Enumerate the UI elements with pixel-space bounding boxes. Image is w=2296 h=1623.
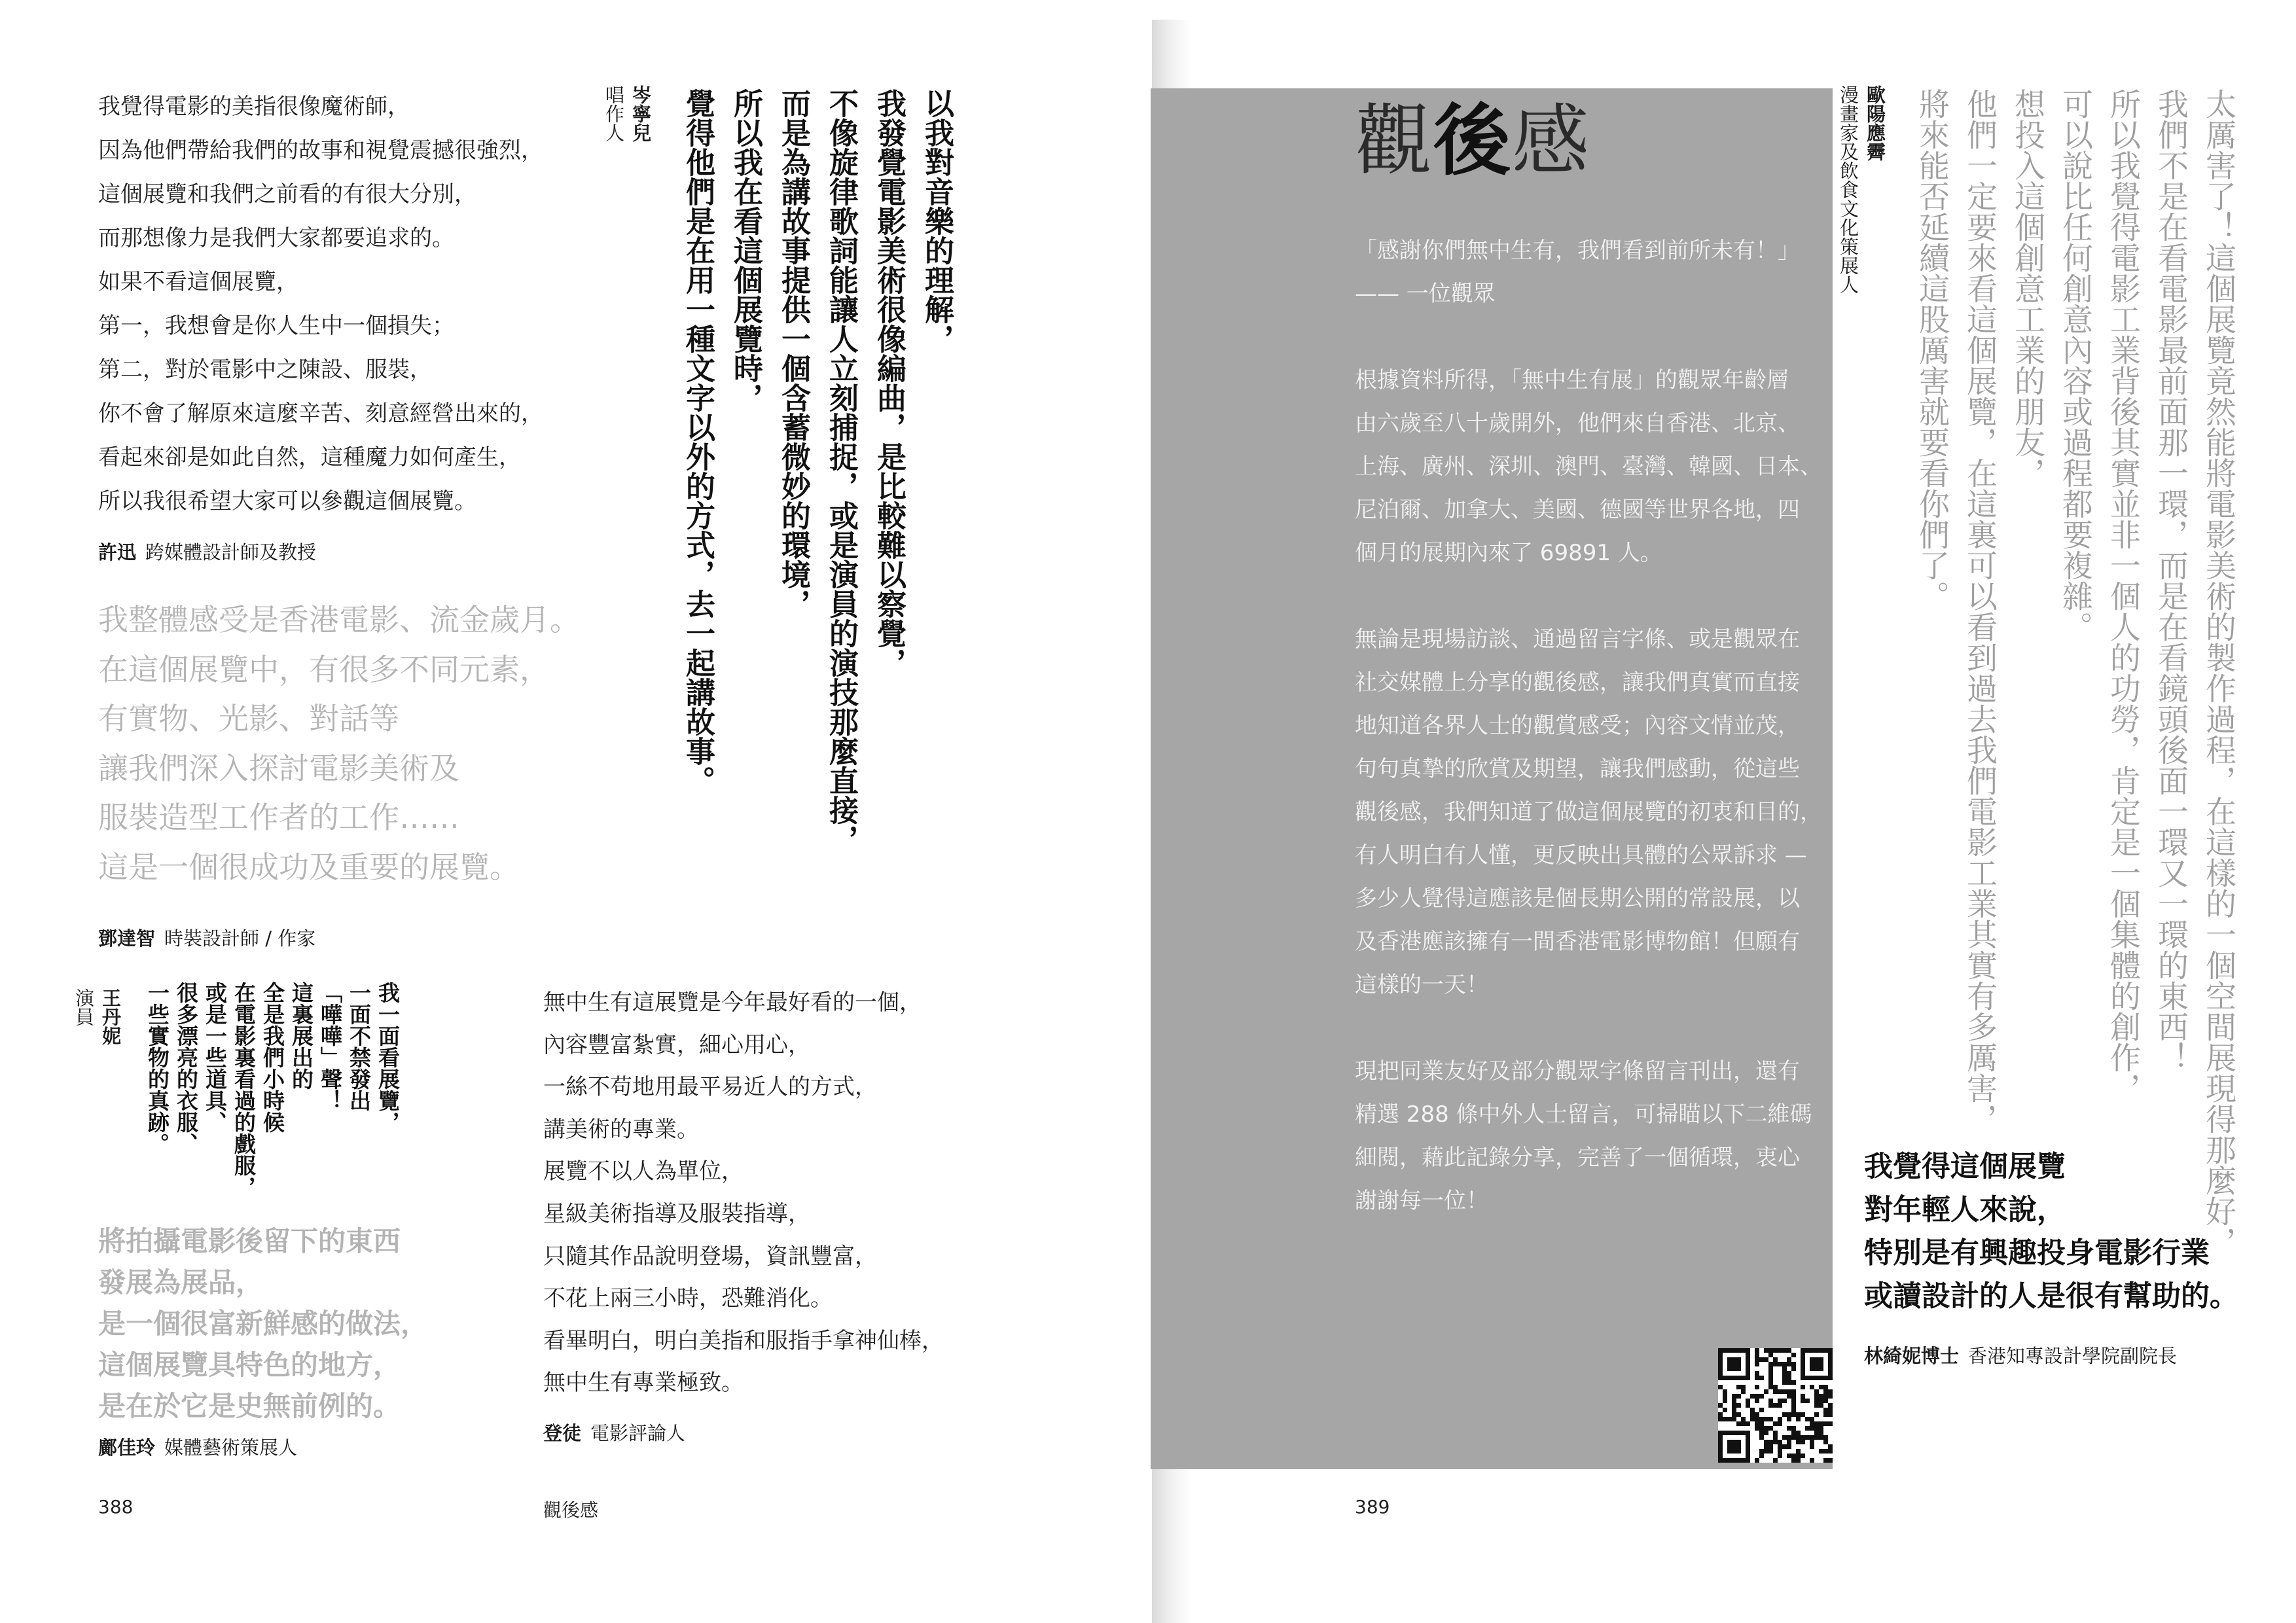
- quote-line: 看畢明白，明白美指和服指手拿神仙棒，: [543, 1327, 944, 1354]
- page-number-right: 389: [1355, 1496, 1390, 1518]
- paragraph-line: 個月的展期內來了 69891 人。: [1355, 540, 1662, 566]
- running-title: 觀後感: [543, 1499, 599, 1521]
- quote-line: 服裝造型工作者的工作……: [98, 800, 459, 835]
- quote-line: 是在於它是史無前例的。: [98, 1390, 401, 1422]
- quote-line: 展覽不以人為單位，: [543, 1158, 744, 1185]
- quote-line: 發展為展品，: [98, 1266, 264, 1298]
- paragraph-line: 社交媒體上分享的觀後感，讓我們真實而直接: [1355, 669, 1800, 696]
- attribution-deng: [98, 924, 315, 951]
- quote-line: 想投入這個創意工業的朋友，: [2009, 88, 2045, 488]
- quote-dengtu: [543, 982, 944, 1404]
- quote-cen: [674, 88, 961, 880]
- paragraph-line: 句句真摯的欣賞及期望，讓我們感動，從這些: [1355, 756, 1800, 782]
- quote-line: 太厲害了！這個展覽竟然能將電影美術的製作過程，在這樣的一個空間展現得那麼好，: [2200, 88, 2236, 1257]
- quote-line: 讓我們深入探討電影美術及: [98, 750, 459, 786]
- title-char-bold: 後: [1433, 96, 1513, 186]
- title-char: 感: [1512, 96, 1591, 186]
- paragraph-line: 謝謝每一位！: [1355, 1188, 1488, 1214]
- quote-line: 所以我在看這個展覽時，: [728, 88, 763, 412]
- attribution-name: 登徒: [543, 1422, 582, 1444]
- paragraph-line: 無論是現場訪談、通過留言字條、或是觀眾在: [1355, 626, 1800, 652]
- quote-line: 不像旋律歌詞能讓人立刻捕捉，或是演員的演技那麼直接，: [824, 88, 859, 854]
- title-char: 觀: [1355, 96, 1434, 186]
- attribution-name: 許迅: [98, 541, 137, 563]
- quote-line: 有實物、光影、對話等: [98, 701, 399, 736]
- paragraph-line: 有人明白有人懂，更反映出具體的公眾訴求 —: [1355, 842, 1807, 868]
- attribution-lam: [1864, 1342, 2177, 1368]
- attribution-wang: [73, 988, 124, 1054]
- quote-line: 他們一定要來看這個展覽，在這裏可以看到過去我們電影工業其實有多厲害，: [1962, 88, 1998, 1134]
- quote-line: 如果不看這個展覽，: [98, 269, 298, 295]
- attribution-name: 鄧達智: [98, 927, 156, 950]
- paragraph-line: 上海、廣州、深圳、澳門、臺灣、韓國、日本、: [1355, 454, 1822, 480]
- attribution-name: 王丹妮: [99, 988, 122, 1045]
- paragraph-line: 尼泊爾、加拿大、美國、德國等世界各地，四: [1355, 497, 1800, 523]
- quote-line: 或是一些道具、: [202, 982, 228, 1133]
- paragraph-line: 這樣的一天！: [1355, 972, 1488, 998]
- attribution-name: 林綺妮博士: [1864, 1345, 1960, 1367]
- paragraph-line: 由六歲至八十歲開外，他們來自香港、北京、: [1355, 410, 1800, 437]
- quote-line: 看起來卻是如此自然，這種魔力如何產生，: [98, 444, 521, 471]
- quote-line: 一絲不苟地用最平易近人的方式，: [543, 1074, 877, 1101]
- quote-line: 而是為講故事提供一個含蓄微妙的環境，: [776, 88, 811, 618]
- quote-lam: [1864, 1145, 2238, 1318]
- attribution-name: 岑寧兒: [630, 85, 652, 142]
- quote-line: 不花上兩三小時，恐難消化。: [543, 1285, 833, 1312]
- quote-line: 我整體感受是香港電影、流金歲月。: [98, 602, 580, 637]
- qr-code[interactable]: [1718, 1348, 1833, 1463]
- attribution-zheng: [98, 1433, 297, 1460]
- quote-line: 特別是有興趣投身電影行業: [1864, 1236, 2210, 1270]
- quote-line: 覺得他們是在用一種文字以外的方式，去一起講故事。: [681, 88, 715, 795]
- quote-wang: [143, 982, 402, 1198]
- quote-line: 對年輕人來說，: [1864, 1193, 2066, 1226]
- attribution-xu: [98, 538, 316, 565]
- paragraph-line: 現把同業友好及部分觀眾字條留言刊出，還有: [1355, 1058, 1800, 1084]
- quote-line: 在電影裏看過的戲服，: [231, 982, 257, 1198]
- attribution-role: 演員: [73, 988, 95, 1026]
- quote-line: 我覺得這個展覽: [1864, 1150, 2066, 1183]
- quote-line: 我覺得電影的美指很像魔術師，: [98, 94, 410, 120]
- quote-line: 講美術的專業。: [543, 1116, 699, 1143]
- attribution-dengtu: [543, 1419, 685, 1446]
- quote-line: 所以我覺得電影工業背後其實並非一個人的功勞，肯定是一個集體的創作，: [2105, 88, 2141, 1103]
- quote-line: 第一，我想會是你人生中一個損失；: [98, 313, 454, 339]
- attribution-name: 歐陽應霽: [1864, 85, 1886, 161]
- paragraph-line: 細閱，藉此記錄分享，完善了一個循環，衷心: [1355, 1145, 1800, 1171]
- quote-line: 一些實物的真跡。: [145, 982, 170, 1154]
- quote-line: 「嘩嘩」聲！: [317, 982, 343, 1111]
- quote-line: 因為他們帶給我們的故事和視覺震撼很強烈，: [98, 137, 543, 164]
- quote-line: 只隨其作品說明登場，資訊豐富，: [543, 1243, 877, 1270]
- section-title: [1355, 79, 1590, 190]
- attribution-role: 跨媒體設計師及教授: [145, 541, 317, 563]
- quote-line: 我們不是在看電影最前面那一環，而是在看鏡頭後面一環又一環的東西！: [2153, 88, 2189, 1073]
- featured-quote-source: —— 一位觀眾: [1355, 281, 1496, 307]
- quote-line: 一面不禁發出: [346, 982, 372, 1111]
- featured-quote: 「感謝你們無中生有，我們看到前所未有！」: [1355, 238, 1800, 264]
- paragraph-line: 地知道各界人士的觀賞感受；內容文情並茂，: [1355, 713, 1800, 739]
- quote-line: 全是我們小時候: [260, 982, 285, 1133]
- attribution-role: 媒體藝術策展人: [164, 1436, 298, 1459]
- quote-line: 你不會了解原來這麼辛苦、刻意經營出來的，: [98, 401, 543, 427]
- paragraph-line: 精選 288 條中外人士留言，可掃瞄以下二維碼: [1355, 1101, 1812, 1128]
- quote-line: 這個展覽具特色的地方，: [98, 1349, 401, 1381]
- quote-line: 這裏展出的: [289, 982, 314, 1090]
- quote-line: 這個展覽和我們之前看的有很大分別，: [98, 181, 476, 207]
- quote-line: 無中生有這展覽是今年最好看的一個，: [543, 990, 922, 1016]
- attribution-role: 香港知專設計學院副院長: [1968, 1345, 2178, 1367]
- quote-line: 這是一個很成功及重要的展覽。: [98, 849, 520, 885]
- quote-line: 我發覺電影美術很像編曲，是比較難以察覺，: [872, 88, 906, 677]
- quote-line: 星級美術指導及服裝指導，: [543, 1200, 810, 1227]
- quote-line: 而那想像力是我們大家都要追求的。: [98, 225, 454, 251]
- attribution-name: 鄺佳玲: [98, 1436, 156, 1459]
- attribution-ouyang: [1837, 85, 1889, 294]
- attribution-role: 電影評論人: [590, 1422, 686, 1444]
- attribution-role: 漫畫家及飲食文化策展人: [1837, 85, 1859, 294]
- attribution-role: 時裝設計師 / 作家: [164, 927, 316, 950]
- quote-zheng: [98, 1221, 428, 1427]
- paragraph-line: 觀後感，我們知道了做這個展覽的初衷和目的，: [1355, 799, 1822, 825]
- quote-line: 第二，對於電影中之陳設、服裝，: [98, 357, 432, 383]
- panel-text: [1355, 229, 1822, 1222]
- quote-line: 無中生有專業極致。: [543, 1370, 744, 1397]
- quote-line: 將來能否延續這股厲害就要看你們了。: [1914, 88, 1950, 611]
- attribution-role: 唱作人: [603, 85, 625, 142]
- quote-line: 所以我很希望大家可以參觀這個展覽。: [98, 488, 476, 514]
- paragraph-line: 多少人覺得這應該是個長期公開的常設展，以: [1355, 885, 1800, 912]
- paragraph-line: 及香港應該擁有一間香港電影博物館！但願有: [1355, 929, 1800, 955]
- quote-line: 內容豐富紮實，細心用心，: [543, 1031, 810, 1058]
- quote-line: 將拍攝電影後留下的東西: [98, 1225, 401, 1257]
- quote-line: 可以說比任何創意內容或過程都要複雜。: [2057, 88, 2093, 642]
- quote-line: 以我對音樂的理解，: [920, 88, 954, 353]
- paragraph-line: 根據資料所得，「無中生有展」的觀眾年齡層: [1355, 367, 1789, 393]
- quote-line: 在這個展覽中，有很多不同元素，: [98, 651, 550, 687]
- page-number-left: 388: [98, 1496, 134, 1518]
- quote-line: 很多漂亮的衣服、: [173, 982, 199, 1154]
- quote-deng: [98, 596, 580, 892]
- attribution-cen: [603, 85, 655, 151]
- quote-line: 我一面看展覽，: [375, 982, 401, 1133]
- quote-line: 或讀設計的人是很有幫助的。: [1864, 1279, 2238, 1313]
- quote-xu: [98, 85, 543, 524]
- quote-line: 是一個很富新鮮感的做法，: [98, 1308, 429, 1340]
